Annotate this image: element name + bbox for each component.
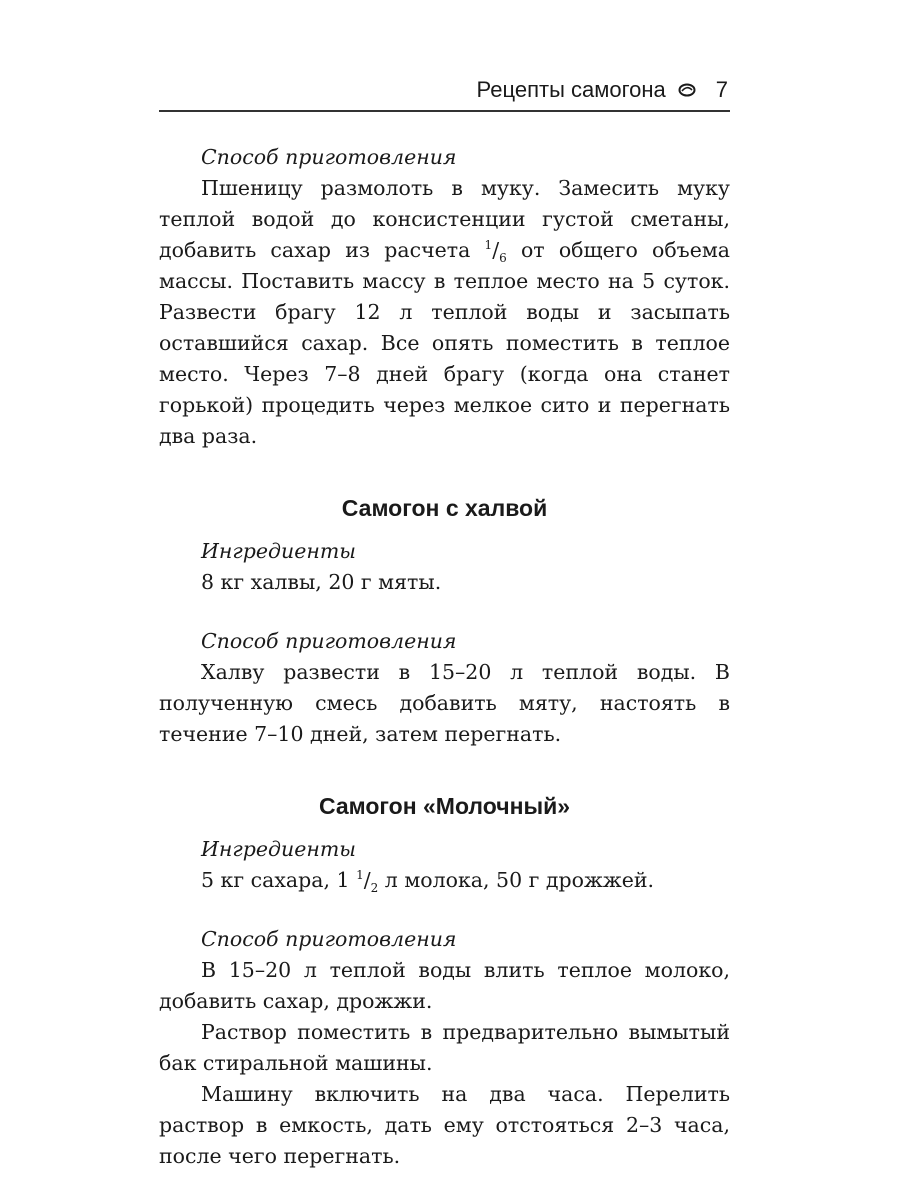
ingredients-text: 5 кг сахара, 1 $^1/_2$ л молока, 50 г дрожжей. (201, 868, 655, 896)
method-label: Способ приготовления (201, 629, 457, 653)
ingredients-label: Ингредиенты (201, 837, 356, 861)
ingredients-text: 8 кг халвы, 20 г мяты. (201, 570, 442, 594)
ingredients-label: Ингредиенты (201, 539, 356, 563)
page-number: 7 (715, 77, 728, 102)
recipe-title-milk: Самогон «Молочный» (318, 793, 571, 819)
method-paragraph: Раствор поместить в предварительно вымытый бак стиральной машины. (159, 1020, 730, 1075)
method-paragraph: Машину включить на два часа. Перелить раствор в емкость, дать ему отстояться 2–3 часа, после чего перегнать. (159, 1082, 730, 1168)
fraction-numerator: 1 (356, 868, 364, 883)
method-label: Способ приготовления (201, 927, 457, 951)
fraction-denominator: 2 (370, 881, 379, 896)
fraction-denominator: 6 (499, 251, 507, 266)
method-paragraph: В 15–20 л теплой воды влить теплое молоко, добавить сахар, дрожжи. (159, 958, 730, 1013)
recipe-title-halva: Самогон с халвой (341, 495, 548, 521)
method-paragraph: Халву развести в 15–20 л теплой воды. В полученную смесь добавить мяту, настоять в течение 7–10 дней, затем перегнать. (159, 660, 730, 746)
swirl-ornament-icon (678, 83, 696, 97)
method-label: Способ приготовления (201, 145, 457, 169)
book-page (159, 72, 730, 1172)
section-title: Рецепты самогона (476, 77, 666, 102)
fraction-numerator: 1 (484, 238, 493, 253)
method-paragraph: Пшеницу размолоть в муку. Замесить муку теплой водой до консистенции густой сметаны, добавить сахар из расчета $^1/_6$ от общего объема массы. Поставить массу в теплое место на 5 суток. Развести брагу 12 л теплой воды и засыпать оставшийся сахар. Все опять поместить в теплое место. Через 7–8 дней брагу (когда она станет горькой) процедить через мелкое сито и перегнать два раза. (159, 176, 731, 448)
running-header (159, 72, 730, 108)
